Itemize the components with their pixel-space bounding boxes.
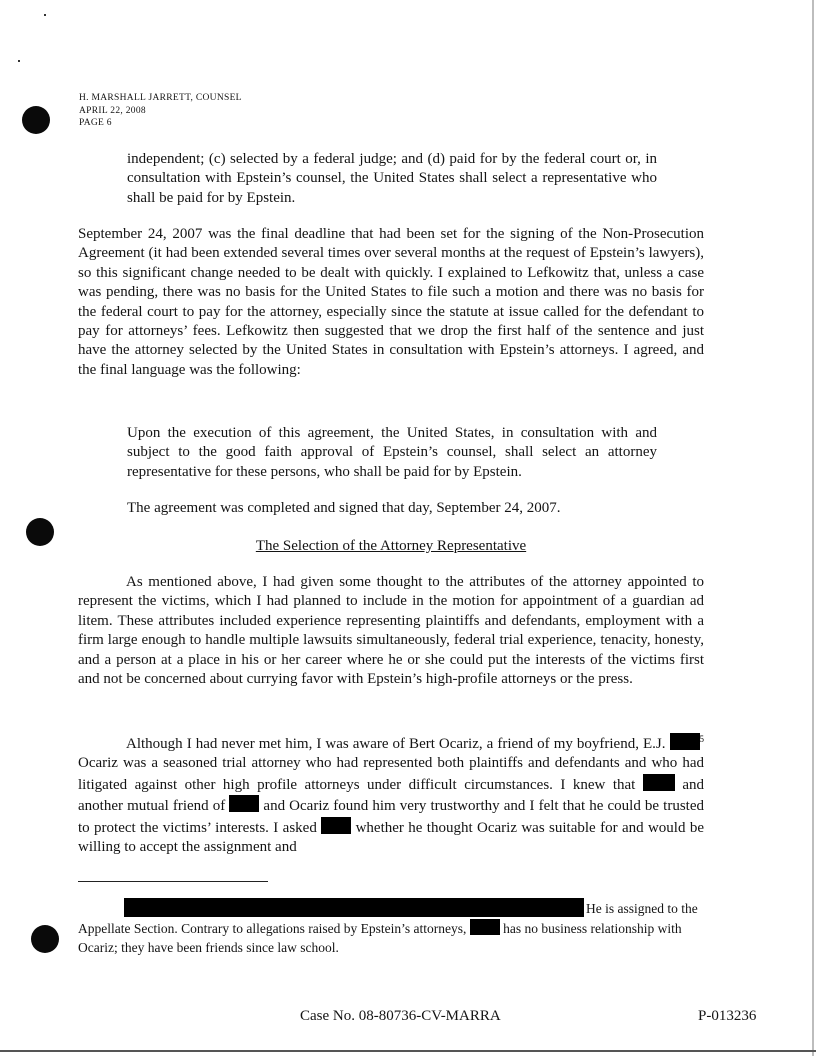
header-recipient: H. MARSHALL JARRETT, COUNSEL (79, 93, 242, 103)
punch-hole (22, 106, 50, 134)
redaction-box (670, 733, 700, 750)
ocariz-text-2: Ocariz was a seasoned trial attorney who had represented both plaintiffs and defendants and who had litigated against other high profile attorneys under difficult circumstances. I knew that (78, 755, 704, 793)
scan-speck (18, 60, 20, 62)
redaction-box (229, 795, 259, 812)
redaction-box (321, 817, 351, 834)
footnote-ref: 5 (699, 734, 705, 744)
ocariz-text-1: Although I had never met him, I was aware of Bert Ocariz, a friend of my boyfriend, E.J. (126, 736, 666, 752)
ocariz-text-4: and Ocariz found him very trustworthy and I felt that he could be trusted to protect the victims’ interests. I asked (78, 798, 704, 836)
redaction-box (470, 919, 500, 935)
block-quote-2: Upon the execution of this agreement, the United States, in consultation with and subject to the good faith approval of Epstein’s counsel, shall select an attorney representative for these persons, who shall be paid for by Epstein. (127, 425, 657, 480)
bates-number: P-013236 (698, 1008, 757, 1024)
footnote-separator (78, 881, 268, 882)
footnote-text (78, 899, 704, 958)
paragraph-deadline: September 24, 2007 was the final deadline that had been set for the signing of the Non-Prosecution Agreement (it had been extended several times over several months at the request of Epstein’s lawyers), so this significant change needed to be dealt with quickly. I explained to Lefkowitz that, unless a case was pending, there was no basis for the United States to file such a motion and there was no basis for the federal court to pay for the attorney, especially since the statute at issue called for the defendant to pay for attorneys’ fees. Lefkowitz then suggested that we drop the first half of the sentence and just have the attorney selected by the United States in consultation with Epstein’s attorneys. I agreed, and the final language was the following: (78, 226, 704, 378)
case-number: Case No. 08-80736-CV-MARRA (300, 1008, 501, 1024)
section-heading (78, 537, 704, 556)
scan-bottom-edge (0, 1050, 816, 1052)
header-page: PAGE 6 (79, 118, 112, 128)
section-heading-text: The Selection of the Attorney Representative (255, 538, 527, 554)
footnote-text-2: has no business relationship with Ocariz; they have been friends since law school. (78, 920, 682, 955)
footnote-text-1: He is assigned to the Appellate Section. Contrary to allegations raised by Epstein’s attorneys, (78, 901, 698, 936)
scan-edge (812, 0, 814, 1056)
header-date: APRIL 22, 2008 (79, 105, 146, 116)
redaction-box (643, 774, 675, 791)
scan-speck (44, 14, 46, 16)
paragraph-ocariz (78, 730, 704, 857)
punch-hole (26, 518, 54, 546)
letter-header (79, 92, 379, 130)
ocariz-text-3: and another mutual friend of (78, 776, 705, 815)
paragraph-completed: The agreement was completed and signed that day, September 24, 2007. (127, 500, 561, 516)
punch-hole (31, 925, 59, 953)
paragraph-attributes: As mentioned above, I had given some thought to the attributes of the attorney appointed to represent the victims, which I had planned to include in the motion for appointment of a guardian ad litem. These attributes included experience representing plaintiffs and defendants, employment with a firm large enough to handle multiple lawsuits simultaneously, federal trial experience, tenacity, honesty, and a person at a place in his or her career where he or she could put the interests of the victims first and not be concerned about currying favor with Epstein’s high-profile attorneys or the press. (78, 574, 704, 688)
ocariz-text-5: whether he thought Ocariz was suitable for and would be willing to accept the assignment and (78, 819, 705, 856)
block-quote-1: independent; (c) selected by a federal judge; and (d) paid for by the federal court or, in consultation with Epstein’s counsel, the United States shall select a representative who shall be paid for by Epstein. (127, 151, 657, 206)
